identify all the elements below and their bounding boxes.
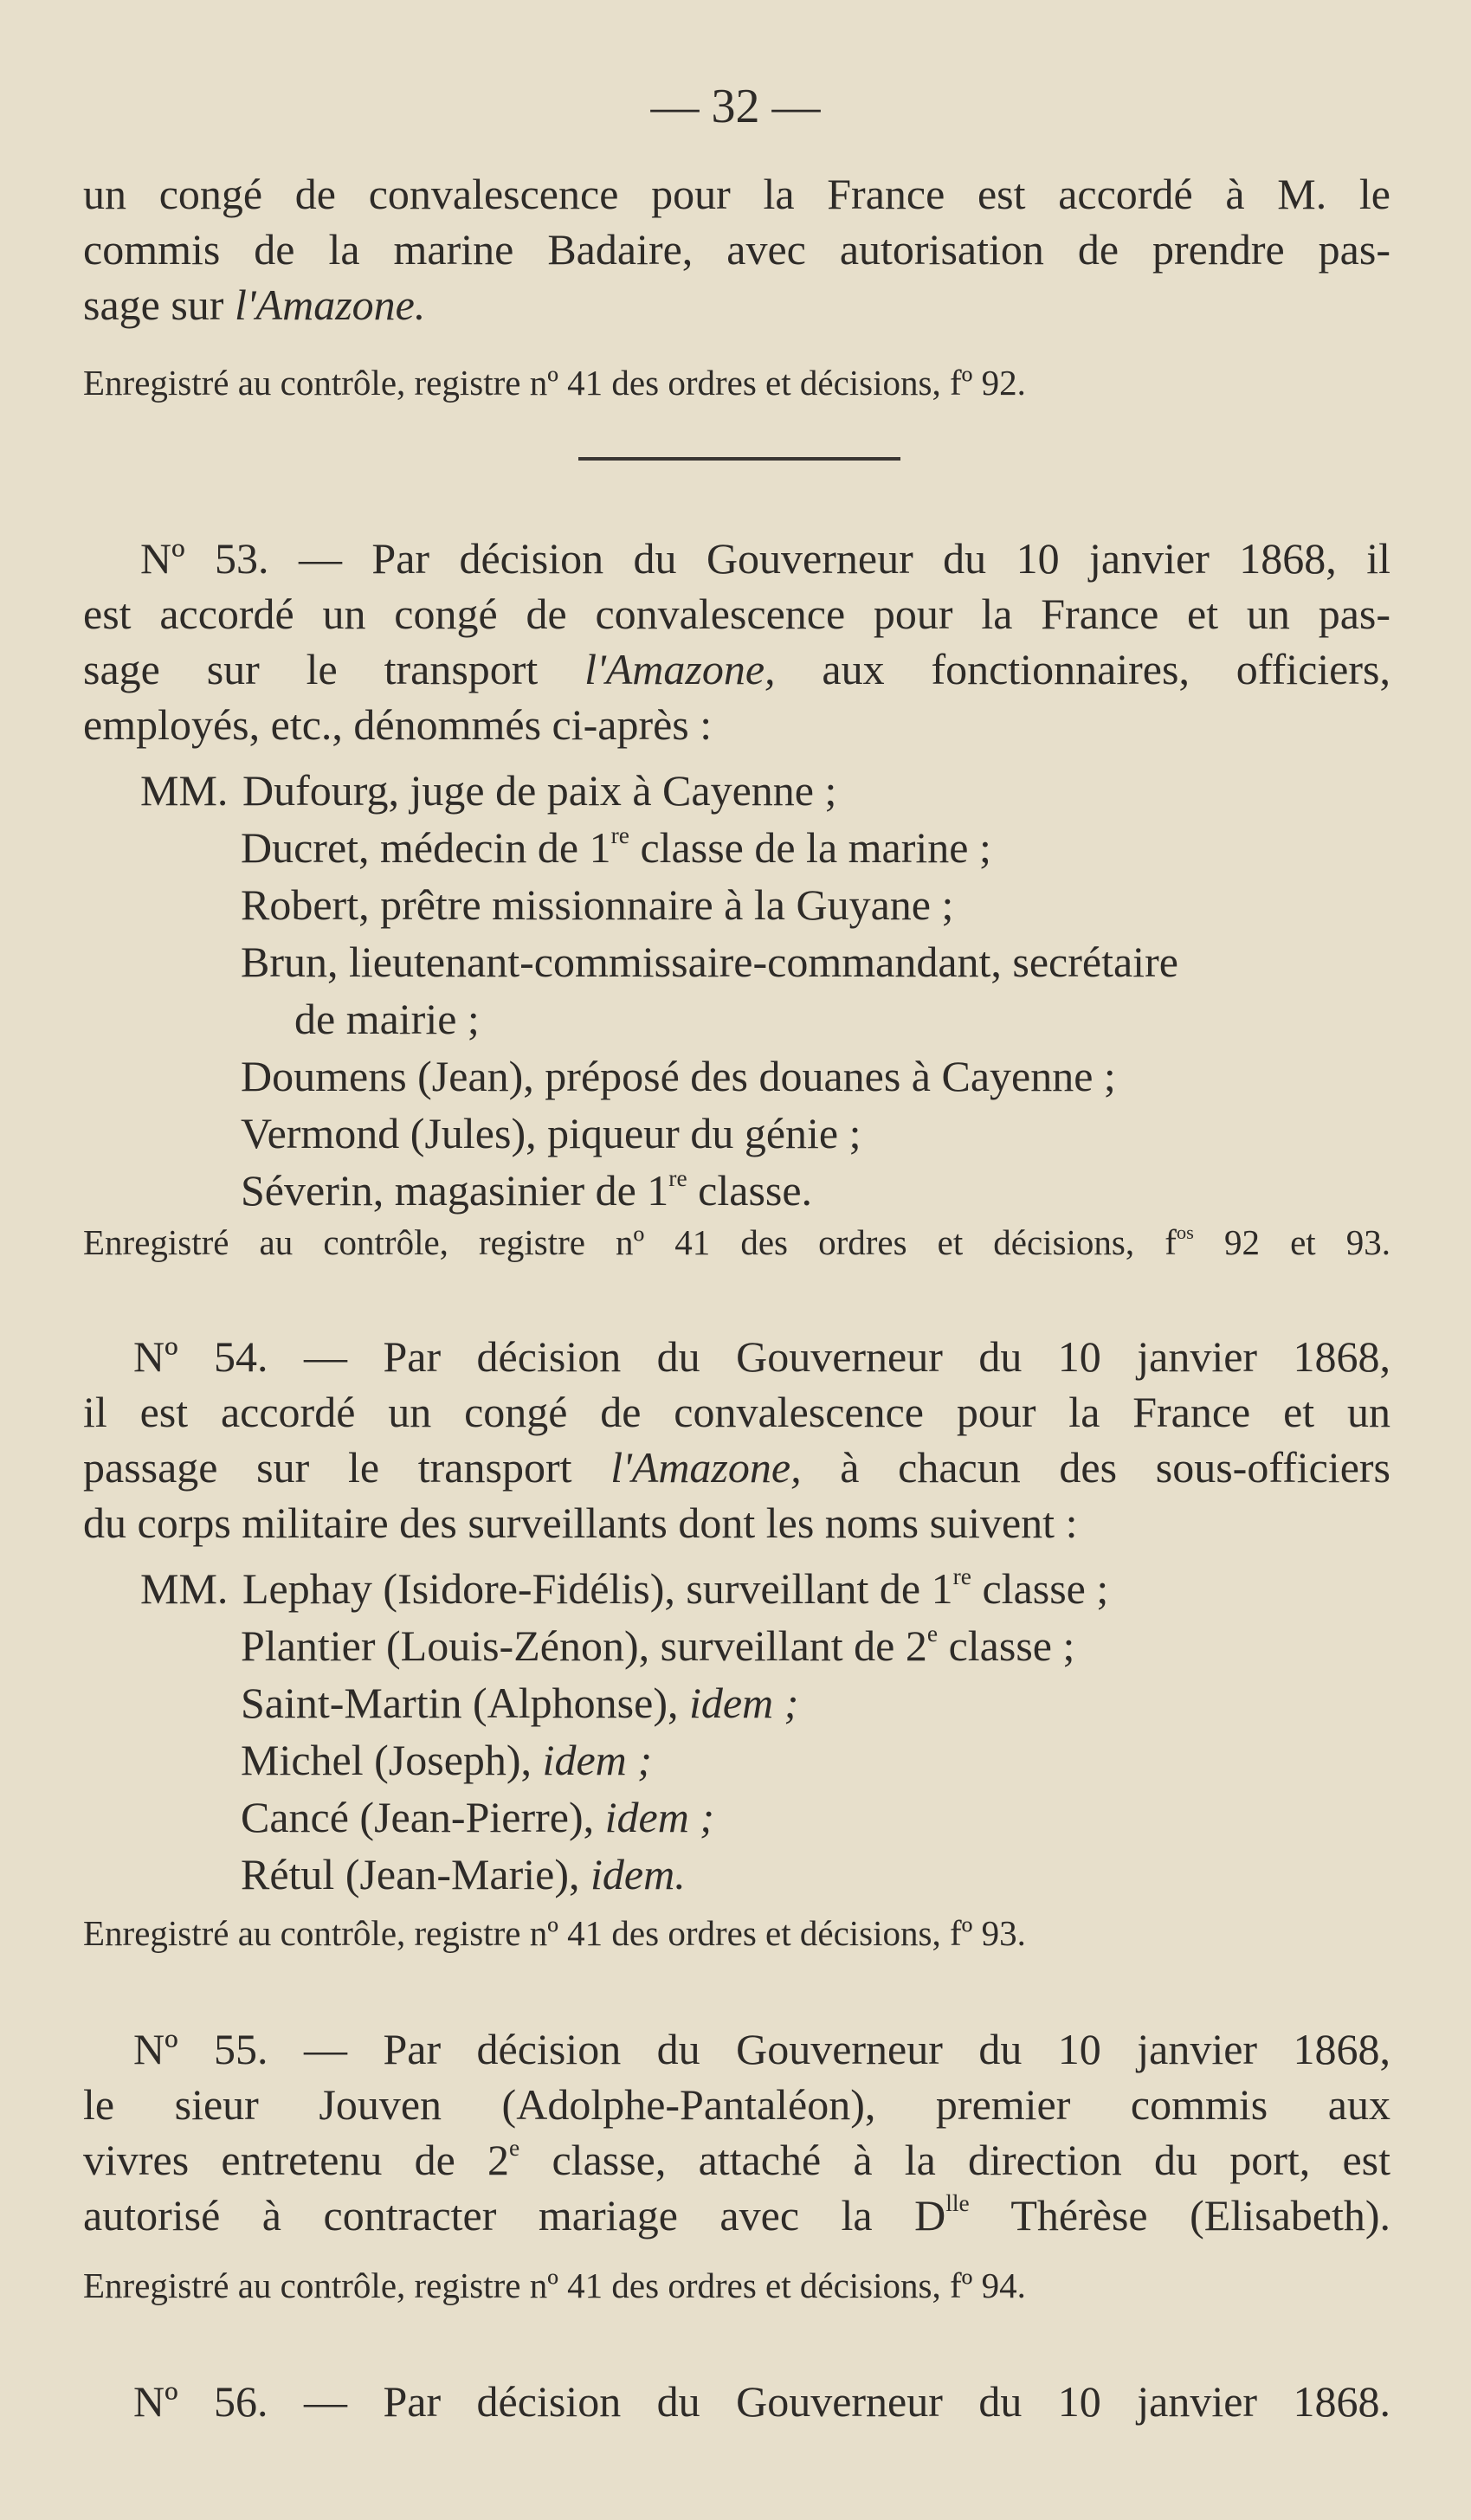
- list-item: MM. Lephay (Isidore-Fidélis), surveillant de 1re classe ;: [140, 1563, 1109, 1613]
- names-list-53: [83, 762, 1390, 1219]
- continuation-paragraph: [83, 166, 1390, 332]
- decision-53: [83, 531, 1390, 752]
- text-line: autorisé à contracter mariage avec la $D^{lle}$ Thérèse (Elisabeth).: [83, 2189, 1391, 2240]
- text-line: le sieur Jouven (Adolphe-Pantaléon), premier commis aux: [83, 2080, 1390, 2129]
- registration-note: Enregistré au contrôle, registre nº 41 des ordres et décisions, fº 94.: [83, 2265, 1026, 2305]
- list-item: Michel (Joseph), idem ;: [241, 1736, 652, 1784]
- list-item: de mairie ;: [294, 995, 480, 1043]
- names-list-54: [83, 1560, 1390, 1903]
- text-line: sage sur l'Amazone.: [83, 280, 426, 329]
- list-item: Ducret, médecin de 1re classe de la marine ;: [241, 822, 991, 872]
- text-line: vivres entretenu de 2e classe, attaché à la direction du port, est: [83, 2134, 1390, 2184]
- text-line: Nº 55. — Par décision du Gouverneur du 10 janvier 1868,: [133, 2025, 1390, 2073]
- list-item: Doumens (Jean), préposé des douanes à Cayenne ;: [241, 1052, 1116, 1100]
- text-line: un congé de convalescence pour la France est accordé à M. le: [83, 170, 1390, 218]
- list-item: Vermond (Jules), piqueur du génie ;: [241, 1109, 861, 1157]
- text-line: du corps militaire des surveillants dont les noms suivent :: [83, 1498, 1078, 1547]
- text-line: commis de la marine Badaire, avec autorisation de prendre pas-: [83, 225, 1390, 274]
- text-line: sage sur le transport l'Amazone, aux fonctionnaires, officiers,: [83, 645, 1390, 693]
- list-item: MM. Dufourg, juge de paix à Cayenne ;: [140, 766, 837, 815]
- list-item: Brun, lieutenant-commissaire-commandant, secrétaire: [241, 938, 1178, 986]
- decision-54: [83, 1329, 1390, 1550]
- text-line: employés, etc., dénommés ci-après :: [83, 700, 713, 749]
- text-line: Nº 53. — Par décision du Gouverneur du 10 janvier 1868, il: [140, 534, 1390, 583]
- list-item: Cancé (Jean-Pierre), idem ;: [241, 1793, 714, 1841]
- text-line: il est accordé un congé de convalescence pour la France et un: [83, 1388, 1390, 1436]
- decision-55: [83, 2021, 1390, 2243]
- decision-56: [83, 2374, 1390, 2429]
- text-line: Nº 54. — Par décision du Gouverneur du 10 janvier 1868,: [133, 1332, 1390, 1381]
- list-item: Plantier (Louis-Zénon), surveillant de 2e classe ;: [241, 1620, 1075, 1670]
- list-item: Robert, prêtre missionnaire à la Guyane ;: [241, 880, 954, 929]
- registration-note: Enregistré au contrôle, registre nº 41 des ordres et décisions, fº 93.: [83, 1913, 1026, 1953]
- list-item: Rétul (Jean-Marie), idem.: [241, 1850, 686, 1898]
- text-line: est accordé un congé de convalescence pour la France et un pas-: [83, 590, 1390, 638]
- text-line: passage sur le transport l'Amazone, à chacun des sous-officiers: [83, 1443, 1390, 1492]
- registration-note: Enregistré au contrôle, registre nº 41 des ordres et décisions, fº 92.: [83, 363, 1026, 403]
- separator-rule: [578, 457, 900, 461]
- registration-note: Enregistré au contrôle, registre nº 41 des ordres et décisions, $f^{os}$ 92 et 93.: [83, 1221, 1390, 1262]
- page-number: — 32 —: [650, 80, 821, 133]
- list-item: Séverin, magasinier de 1re classe.: [241, 1164, 813, 1215]
- list-item: Saint-Martin (Alphonse), idem ;: [241, 1679, 799, 1727]
- text-line: Nº 56. — Par décision du Gouverneur du 10 janvier 1868.: [133, 2377, 1390, 2426]
